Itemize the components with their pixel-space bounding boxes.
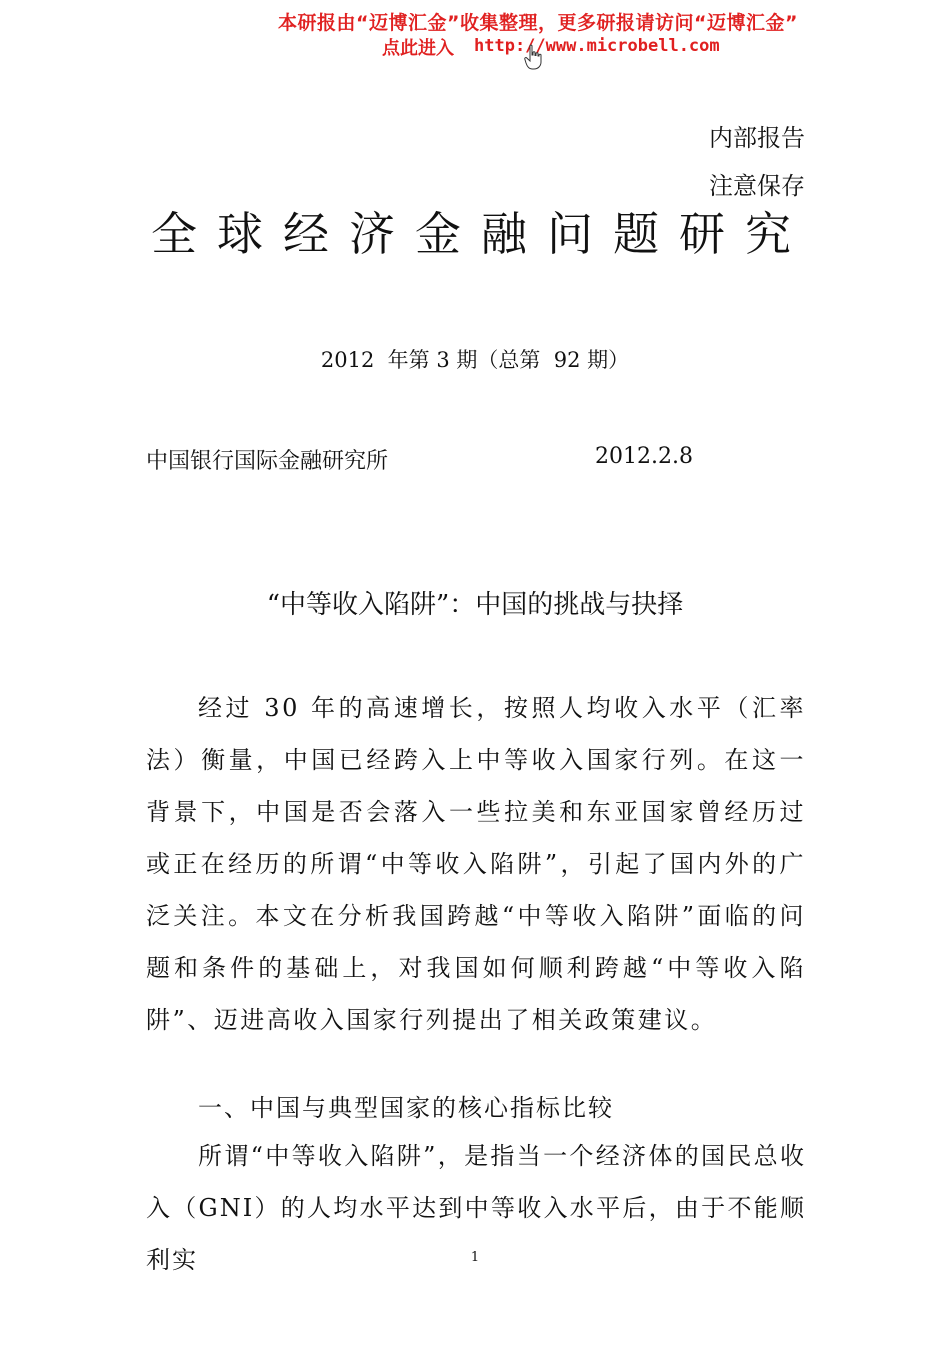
- banner-promo-text: 本研报由“迈博汇金”收集整理，更多研报请访问“迈博汇金”: [278, 12, 798, 34]
- hand-cursor-icon: [524, 44, 542, 70]
- issue-number: 2012 年第 3 期（总第 92 期）: [320, 348, 630, 372]
- publication-title: 全球经济金融问题研究: [151, 207, 811, 261]
- abstract-body: [146, 682, 806, 1046]
- keep-safe-notice: 注意保存: [709, 172, 805, 200]
- section-heading: 一、中国与典型国家的核心指标比较: [198, 1094, 614, 1122]
- section-paragraph: 所谓“中等收入陷阱”，是指当一个经济体的国民总收入（GNI）的人均水平达到中等收入水平后，由于不能顺利实: [146, 1142, 806, 1274]
- banner-url-link[interactable]: http://www.microbell.com: [474, 36, 720, 56]
- internal-report-notice: 内部报告: [709, 124, 805, 152]
- organization-name: 中国银行国际金融研究所: [146, 449, 389, 474]
- article-title: “中等收入陷阱”：中国的挑战与抉择: [266, 590, 684, 620]
- abstract-paragraph: 经过 30 年的高速增长，按照人均收入水平（汇率法）衡量，中国已经跨入上中等收入国家行列。在这一背景下，中国是否会落入一些拉美和东亚国家曾经历过或正在经历的所谓“中等收入陷阱”，引起了国内外的广泛关注。本文在分析我国跨越“中等收入陷阱”面临的问题和条件的基础上，对我国如何顺利跨越“中等收入陷阱”、迈进高收入国家行列提出了相关政策建议。: [146, 694, 806, 1034]
- banner-enter-link[interactable]: 点此进入: [382, 38, 454, 59]
- page-number: 1: [470, 1250, 480, 1265]
- publication-date: 2012.2.8: [595, 444, 693, 469]
